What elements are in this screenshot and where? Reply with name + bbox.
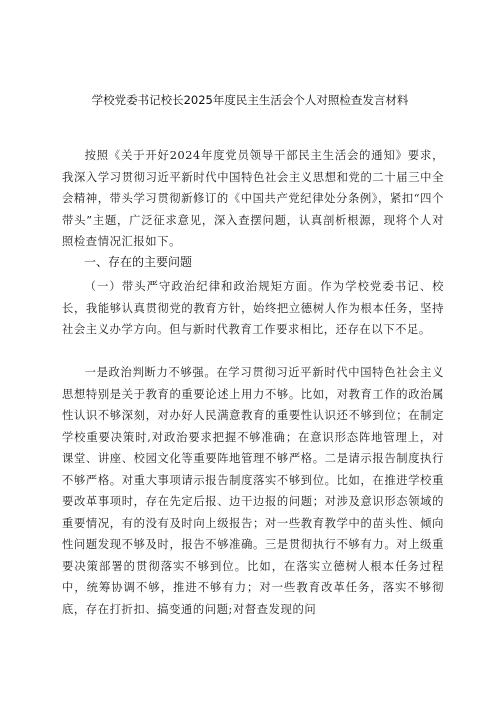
section-heading: 一、存在的主要问题 [84,255,193,269]
subsection-paragraph: （一）带头严守政治纪律和政治规矩方面。作为学校党委书记、校长，我能够认真贯彻党的教育方针，始终把立德树人作为根本任务，坚持社会主义办学方向。但与新时代教育工作要求相比，还存在以下不足。 [62,280,444,336]
detail-paragraph: 一是政治判断力不够强。在学习贯彻习近平新时代中国特色社会主义思想特别是关于教育的重要论述上用力不够。比如，对教育工作的政治属性认识不够深刻，对办好人民满意教育的重要性认识还不够到位；在制定学校重要决策时,对政治要求把握不够准确；在意识形态阵地管理上，对课堂、讲座、校园文化等重要阵地管理不够严格。二是请示报告制度执行不够严格。对重大事项请示报告制度落实不够到位。比如，在推进学校重要改革事项时，存在先定后报、边干边报的问题；对涉及意识形态领域的重要情况，有的没有及时向上级报告；对一些教育教学中的苗头性、倾向性问题发现不够及时，报告不够准确。三是贯彻执行不够有力。对上级重要决策部署的贯彻落实不够到位。比如，在落实立德树人根本任务过程中，统筹协调不够，推进不够有力；对一些教育改革任务，落实不够彻底，存在打折扣、搞变通的问题;对督查发现的问 [62,366,444,616]
intro-paragraph: 按照《关于开好2024年度党员领导干部民主生活会的通知》要求，我深入学习贯彻习近平新时代中国特色社会主义思想和党的二十届三中全会精神，带头学习贯彻新修订的《中国共产党纪律处分条例》，紧扣“四个带头”主题，广泛征求意见，深入查摆问题，认真剖析根源，现将个人对照检查情况汇报如下。 [62,149,444,248]
document-title: 学校党委书记校长2025年度民主生活会个人对照检查发言材料 [91,93,409,107]
